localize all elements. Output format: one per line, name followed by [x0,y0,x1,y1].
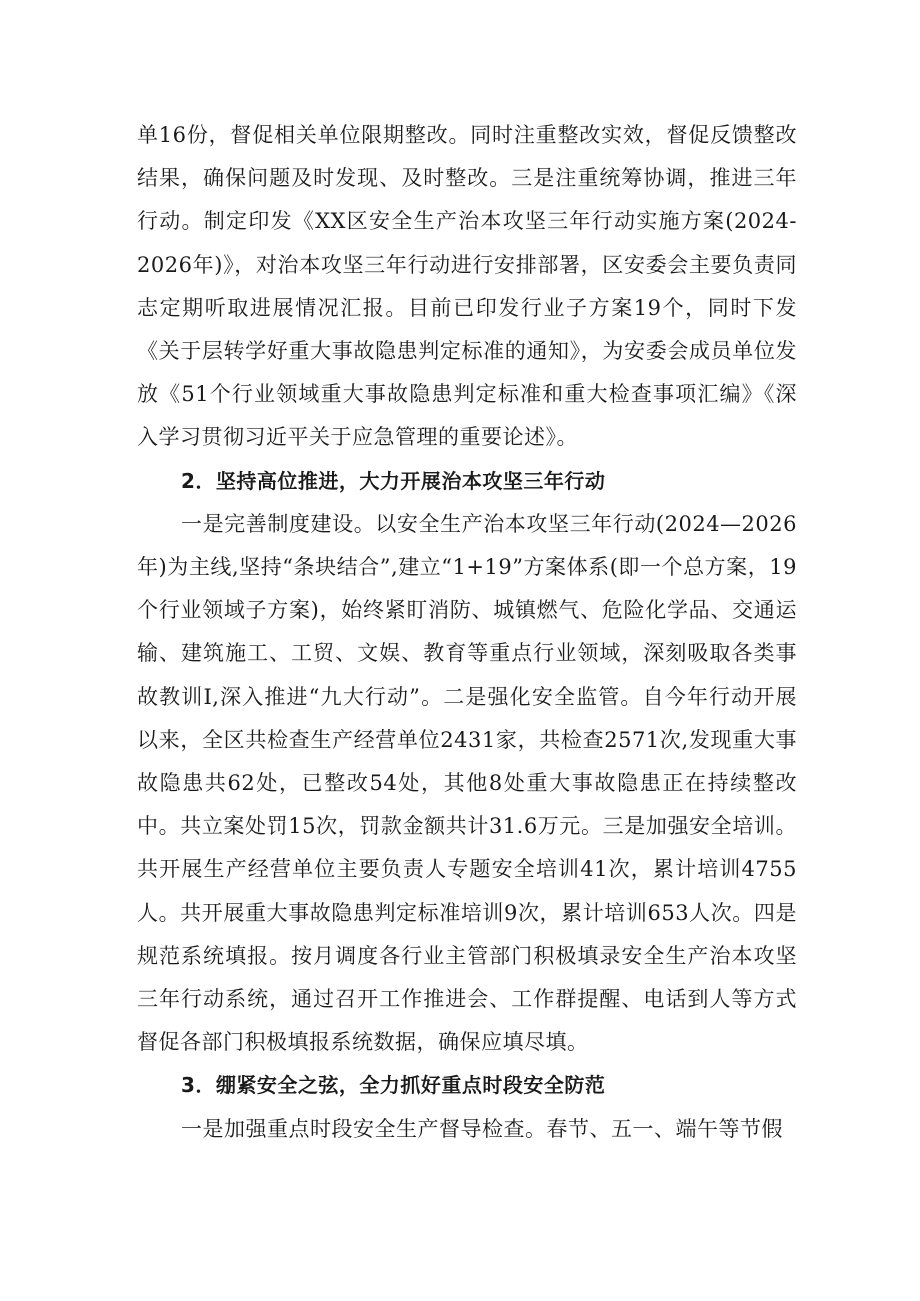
paragraph-section-3: 一是加强重点时段安全生产督导检查。春节、五一、端午等节假 [181,1116,783,1141]
section-heading-2: 2．坚持高位推进，大力开展治本攻坚三年行动 [181,468,606,493]
section-heading-3: 3．绷紧安全之弦，全力抓好重点时段安全防范 [181,1073,606,1098]
document-body [137,114,797,1151]
paragraph-section-2: 一是完善制度建设。以安全生产治本攻坚三年行动(2024—2026年)为主线,坚持“条块结合”,建立“1+19”方案体系(即一个总方案，19个行业领域子方案)，始终紧盯消防、城镇燃气、危险化学品、交通运输、建筑施工、工贸、文娱、教育等重点行业领域，深刻吸取各类事故教训I,深入推进“九大行动”。二是强化安全监管。自今年行动开展以来，全区共检查生产经营单位2431家，共检查2571次,发现重大事故隐患共62处，已整改54处，其他8处重大事故隐患正在持续整改中。共立案处罚15次，罚款金额共计31.6万元。三是加强安全培训。共开展生产经营单位主要负责人专题安全培训41次，累计培训4755人。共开展重大事故隐患判定标准培训9次，累计培训653人次。四是规范系统填报。按月调度各行业主管部门积极填录安全生产治本攻坚三年行动系统，通过召开工作推进会、工作群提醒、电话到人等方式督促各部门积极填报系统数据，确保应填尽填。 [137,511,797,1055]
paragraph-continuation: 单16份，督促相关单位限期整改。同时注重整改实效，督促反馈整改结果，确保问题及时发现、及时整改。三是注重统筹协调，推进三年行动。制定印发《XX区安全生产治本攻坚三年行动实施方案(2024-2026年)》，对治本攻坚三年行动进行安排部署，区安委会主要负责同志定期听取进展情况汇报。目前已印发行业子方案19个，同时下发《关于层转学好重大事故隐患判定标准的通知》，为安委会成员单位发放《51个行业领域重大事故隐患判定标准和重大检查事项汇编》《深入学习贯彻习近平关于应急管理的重要论述》。 [137,123,797,450]
